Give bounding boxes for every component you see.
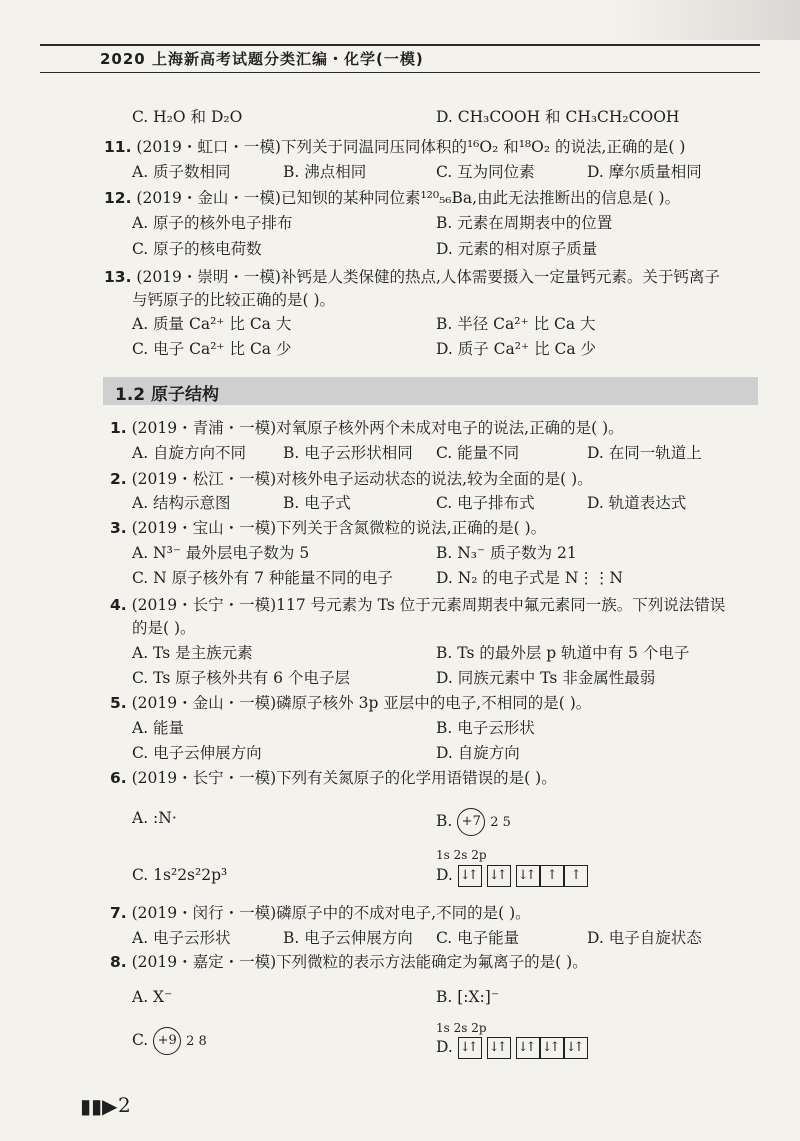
question-13 <box>104 267 720 287</box>
option-c: C. 电子 Ca²⁺ 比 Ca 少 <box>132 340 292 358</box>
option-a: A. 原子的核外电子排布 <box>132 214 293 232</box>
question-stem: (2019・宝山・一模)下列关于含氮微粒的说法,正确的是( )。 <box>131 519 547 537</box>
orbital-box <box>516 1037 540 1059</box>
option-a: A. Ts 是主族元素 <box>132 644 253 662</box>
option-c <box>132 1027 207 1055</box>
question-number: 1. <box>110 419 127 437</box>
orbital-box <box>516 865 540 887</box>
question-1 <box>110 418 624 438</box>
option-c: C. 电子云伸展方向 <box>132 744 262 762</box>
option-c: C. 电子能量 <box>436 929 520 947</box>
option-a: A. X⁻ <box>132 988 173 1006</box>
option-c: C. 电子排布式 <box>436 494 535 512</box>
orbital-box <box>458 865 482 887</box>
option-d: D. CH₃COOH 和 CH₃CH₂COOH <box>436 108 680 126</box>
option-label: B. <box>436 812 453 830</box>
option-b: B. 电子式 <box>283 494 351 512</box>
option-d: D. 在同一轨道上 <box>587 444 702 462</box>
option-a: A. 自旋方向不同 <box>132 444 247 462</box>
question-number: 11. <box>104 138 132 156</box>
question-stem: (2019・崇明・一模)补钙是人类保健的热点,人体需要摄入一定量钙元素。关于钙离子 <box>136 268 720 286</box>
option-a: A. N³⁻ 最外层电子数为 5 <box>132 544 310 562</box>
option-label: D. <box>436 866 453 884</box>
orbital-box <box>487 865 511 887</box>
orbital-labels: 1s 2s 2p <box>436 1021 487 1035</box>
option-c: C. 能量不同 <box>436 444 520 462</box>
question-8 <box>110 952 588 972</box>
question-stem-cont: 的是( )。 <box>132 619 196 637</box>
option-b: B. 半径 Ca²⁺ 比 Ca 大 <box>436 315 596 333</box>
option-b: B. 电子云形状 <box>436 719 535 737</box>
question-number: 12. <box>104 189 132 207</box>
option-c: C. 1s²2s²2p³ <box>132 866 228 884</box>
option-c: C. Ts 原子核外共有 6 个电子层 <box>132 669 350 687</box>
question-stem: (2019・虹口・一模)下列关于同温同压同体积的¹⁶O₂ 和¹⁸O₂ 的说法,正确的是( ) <box>136 138 686 156</box>
header-rule <box>40 72 760 73</box>
nucleus-circle: +9 <box>153 1027 181 1055</box>
question-number: 13. <box>104 268 132 286</box>
question-stem: (2019・嘉定・一模)下列微粒的表示方法能确定为氟离子的是( )。 <box>131 953 588 971</box>
question-number: 5. <box>110 694 127 712</box>
question-stem: (2019・长宁・一模)下列有关氮原子的化学用语错误的是( )。 <box>131 769 557 787</box>
option-c: C. 原子的核电荷数 <box>132 240 262 258</box>
question-stem: (2019・青浦・一模)对氧原子核外两个未成对电子的说法,正确的是( )。 <box>131 419 624 437</box>
question-stem: (2019・松江・一模)对核外电子运动状态的说法,较为全面的是( )。 <box>131 470 593 488</box>
option-label: C. <box>132 1031 149 1049</box>
option-d: D. N₂ 的电子式是 N⋮⋮N <box>436 569 623 587</box>
option-a: A. 结构示意图 <box>132 494 231 512</box>
orbital-labels: 1s 2s 2p <box>436 848 487 862</box>
question-number: 3. <box>110 519 127 537</box>
option-b: B. 电子云伸展方向 <box>283 929 413 947</box>
option-d: D. 同族元素中 Ts 非金属性最弱 <box>436 669 656 687</box>
question-5 <box>110 693 591 713</box>
option-b <box>436 808 511 836</box>
electron-shells: 2 8 <box>186 1034 207 1049</box>
option-d: D. 电子自旋状态 <box>587 929 702 947</box>
orbital-box <box>540 1037 564 1059</box>
question-stem: (2019・金山・一模)已知钡的某种同位素¹²⁰₅₆Ba,由此无法推断出的信息是( )。 <box>136 189 681 207</box>
option-d <box>436 1037 588 1059</box>
electron-shells: 2 5 <box>490 815 511 830</box>
question-11 <box>104 137 685 157</box>
option-b: B. [:X:]⁻ <box>436 988 499 1006</box>
page-corner-shadow <box>610 0 800 40</box>
question-7 <box>110 903 531 923</box>
option-a: A. 电子云形状 <box>132 929 231 947</box>
option-d: D. 元素的相对原子质量 <box>436 240 598 258</box>
option-c: C. 互为同位素 <box>436 163 535 181</box>
section-title: 1.2 原子结构 <box>115 385 220 405</box>
orbital-box <box>564 865 588 887</box>
option-d: D. 质子 Ca²⁺ 比 Ca 少 <box>436 340 597 358</box>
option-a: A. 能量 <box>132 719 185 737</box>
option-b: B. 沸点相同 <box>283 163 367 181</box>
question-number: 7. <box>110 904 127 922</box>
header-rule <box>40 44 760 46</box>
orbital-box <box>540 865 564 887</box>
option-b: B. N₃⁻ 质子数为 21 <box>436 544 577 562</box>
question-stem: (2019・长宁・一模)117 号元素为 Ts 位于元素周期表中氟元素同一族。下列说法错误 <box>131 596 726 614</box>
question-stem: (2019・闵行・一模)磷原子中的不成对电子,不同的是( )。 <box>131 904 531 922</box>
question-4 <box>110 595 725 615</box>
option-d <box>436 865 588 887</box>
page-number: 2 <box>118 1093 131 1117</box>
question-6 <box>110 768 557 788</box>
option-d: D. 自旋方向 <box>436 744 520 762</box>
option-b: B. Ts 的最外层 p 轨道中有 5 个电子 <box>436 644 690 662</box>
orbital-box <box>487 1037 511 1059</box>
option-c: C. H₂O 和 D₂O <box>132 108 243 126</box>
section-heading <box>103 377 758 405</box>
orbital-box <box>458 1037 482 1059</box>
option-d: D. 摩尔质量相同 <box>587 163 702 181</box>
question-number: 8. <box>110 953 127 971</box>
page-marker-icon: ▮▮▶ <box>80 1094 118 1118</box>
option-c: C. N 原子核外有 7 种能量不同的电子 <box>132 569 393 587</box>
question-3 <box>110 518 546 538</box>
option-a: A. 质量 Ca²⁺ 比 Ca 大 <box>132 315 292 333</box>
option-label: D. <box>436 1038 453 1056</box>
option-a: A. :N· <box>132 809 177 827</box>
running-header: 2020 上海新高考试题分类汇编・化学(一模) <box>100 50 424 68</box>
question-number: 4. <box>110 596 127 614</box>
option-d: D. 轨道表达式 <box>587 494 687 512</box>
nucleus-circle: +7 <box>457 808 485 836</box>
question-number: 2. <box>110 470 127 488</box>
question-12 <box>104 188 680 208</box>
orbital-box <box>564 1037 588 1059</box>
question-stem-cont: 与钙原子的比较正确的是( )。 <box>132 291 336 309</box>
option-b: B. 电子云形状相同 <box>283 444 413 462</box>
option-a: A. 质子数相同 <box>132 163 231 181</box>
option-b: B. 元素在周期表中的位置 <box>436 214 613 232</box>
question-2 <box>110 469 593 489</box>
question-stem: (2019・金山・一模)磷原子核外 3p 亚层中的电子,不相同的是( )。 <box>131 694 592 712</box>
question-number: 6. <box>110 769 127 787</box>
